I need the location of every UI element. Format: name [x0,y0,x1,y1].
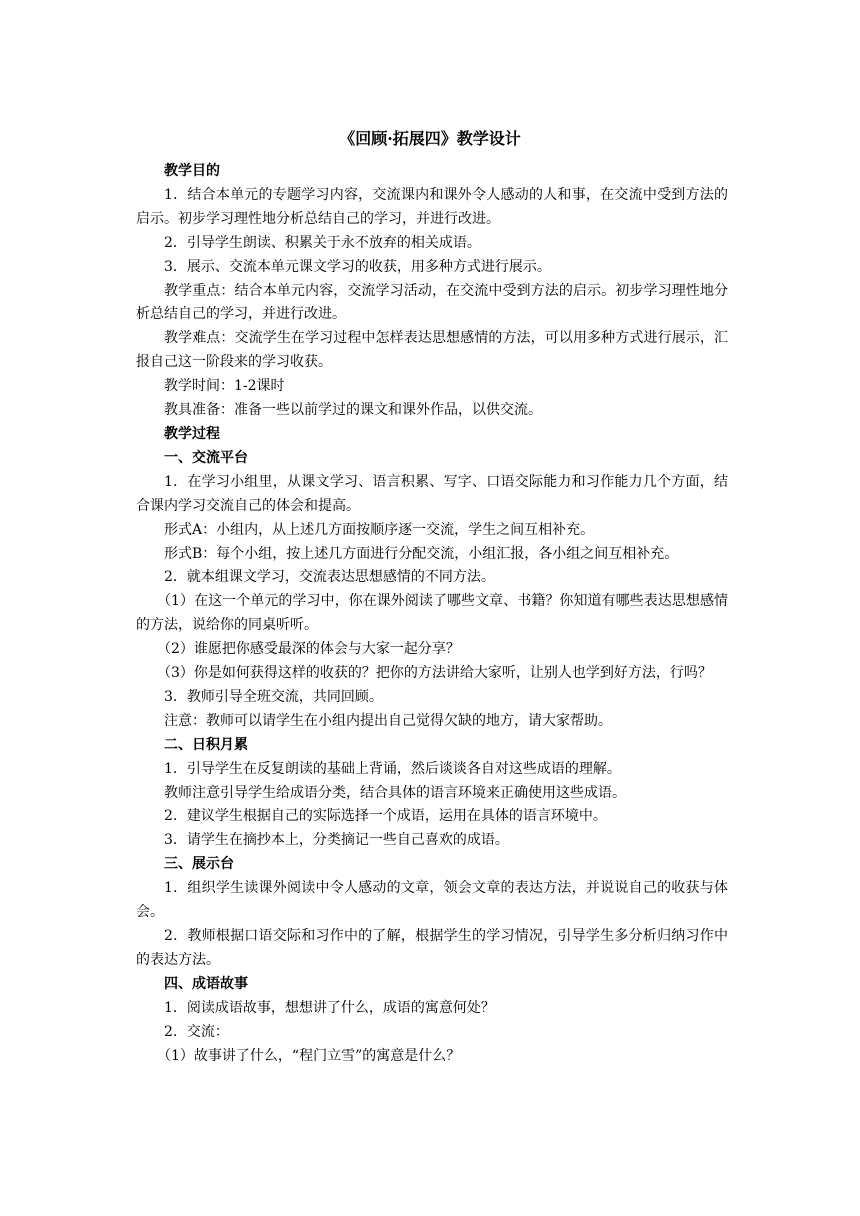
body-paragraph: 注意：教师可以请学生在小组内提出自己觉得欠缺的地方，请大家帮助。 [164,712,612,729]
section-heading: 一、交流平台 [164,449,248,466]
body-paragraph: 1．引导学生在反复朗读的基础上背诵，然后谈谈各自对这些成语的理解。 [164,760,621,777]
body-paragraph: 3．展示、交流本单元课文学习的收获，用多种方式进行展示。 [164,258,551,275]
body-paragraph: 2．引导学生朗读、积累关于永不放弃的相关成语。 [164,234,481,251]
body-paragraph: 教师注意引导学生给成语分类，结合具体的语言环境来正确使用这些成语。 [164,784,626,801]
section-heading: 三、展示台 [164,856,234,873]
body-paragraph: 教具准备：准备一些以前学过的课文和课外作品，以供交流。 [164,402,542,419]
body-paragraph: 1．组织学生读课外阅读中令人感动的文章，领会文章的表达方法，并说说自己的收获与体会。 [136,880,728,921]
section-heading: 二、日积月累 [164,736,248,753]
document-title: 《回顾·拓展四》教学设计 [339,129,521,148]
body-paragraph: （1）故事讲了什么，“程门立雪”的寓意是什么？ [157,1047,461,1064]
body-paragraph: （2）谁愿把你感受最深的体会与大家一起分享？ [157,641,460,658]
body-paragraph: （1）在这一个单元的学习中，你在课外阅读了哪些文章、书籍？你知道有哪些表达思想感情的方法，说给你的同桌听听。 [136,593,728,634]
section-heading: 教学目的 [164,163,220,179]
body-paragraph: 3．教师引导全班交流，共同回顾。 [164,688,383,705]
body-paragraph: 1．在学习小组里，从课文学习、语言积累、写字、口语交际能力和习作能力几个方面，结合课内学习交流自己的体会和提高。 [136,473,728,514]
body-paragraph: 教学重点：结合本单元内容，交流学习活动，在交流中受到方法的启示。初步学习理性地分析总结自己的学习，并进行改进。 [136,282,728,323]
body-paragraph: 2．就本组课文学习，交流表达思想感情的不同方法。 [164,569,495,586]
body-paragraph: 教学时间：1-2课时 [164,378,285,395]
body-paragraph: 3．请学生在摘抄本上，分类摘记一些自己喜欢的成语。 [164,832,509,849]
body-paragraph: 形式B：每个小组，按上述几方面进行分配交流，小组汇报，各小组之间互相补充。 [164,545,679,562]
body-paragraph: 形式A：小组内，从上述几方面按顺序逐一交流，学生之间互相补充。 [164,521,595,538]
body-paragraph: 2．交流： [164,1023,229,1040]
body-paragraph: 2．教师根据口语交际和习作中的了解，根据学生的学习情况，引导学生多分析归纳习作中的表达方法。 [136,928,728,968]
document-body [136,160,728,1068]
section-heading: 教学过程 [164,425,220,442]
body-paragraph: 1．阅读成语故事，想想讲了什么，成语的寓意何处？ [164,999,495,1016]
body-paragraph: 1．结合本单元的专题学习内容，交流课内和课外令人感动的人和事，在交流中受到方法的启示。初步学习理性地分析总结自己的学习，并进行改进。 [136,186,728,227]
section-heading: 四、成语故事 [164,975,248,992]
body-paragraph: 教学难点：交流学生在学习过程中怎样表达思想感情的方法，可以用多种方式进行展示，汇报自己这一阶段来的学习收获。 [136,330,728,371]
body-paragraph: 2．建议学生根据自己的实际选择一个成语，运用在具体的语言环境中。 [164,808,607,825]
body-paragraph: （3）你是如何获得这样的收获的？把你的方法讲给大家听，让别人也学到好方法，行吗？ [157,665,712,682]
